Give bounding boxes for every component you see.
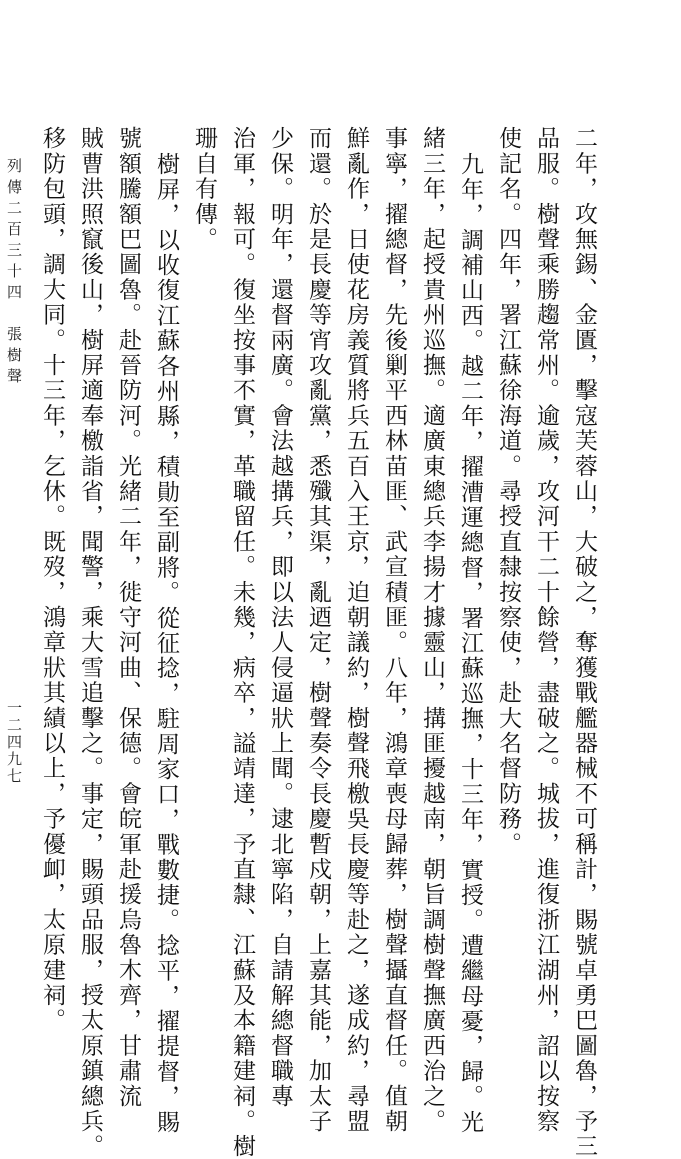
text-column-12: 樹屏，以收復江蘇各州縣，積勛至副將。從征捻，駐周家口，戰數捷。捻平，擢提督，賜 xyxy=(153,152,179,1135)
text-column-6: 事寧，擢總督，先後剿平西林苗匪、武宣積匪。八年，鴻章喪母歸葬，樹聲攝直督任。值朝 xyxy=(381,126,407,1134)
text-column-10: 治軍，報可。復坐按事不實，革職留任。未幾，病卒，謚靖達，予直隸、江蘇及本籍建祠。樹 xyxy=(229,126,255,1159)
text-column-1: 二年，攻無錫、金匱，擊寇芙蓉山，大破之，奪獲戰艦器械不可稱計，賜號卓勇巴圖魯，予三 xyxy=(571,126,597,1159)
text-column-8: 而還。於是長慶等宵攻亂黨，悉殲其渠，亂迺定，樹聲奏令長慶暫戍朝，上嘉其能，加太子 xyxy=(305,126,331,1134)
running-title: 列傳二百三十四 張樹聲 xyxy=(5,158,23,389)
text-column-2: 品服。樹聲乘勝趨常州。逾歲，攻河干二十餘營，盡破之。城拔，進復浙江湖州，詔以按察 xyxy=(533,126,559,1134)
text-column-7: 鮮亂作，日使花房義質將兵五百入王京，迫朝議約，樹聲飛檄吳長慶等赴之，遂成約，尋盟 xyxy=(343,126,369,1134)
text-column-13: 號額騰額巴圖魯。赴晉防河。光緒二年，徙守河曲、保德。會皖軍赴援烏魯木齊，甘肅流 xyxy=(115,126,141,1109)
text-column-9: 少保。明年，還督兩廣。會法越搆兵，即以法人侵逼狀上聞。逮北寧陷，自請解總督職專 xyxy=(267,126,293,1109)
text-column-5: 緒三年，起授貴州巡撫。適廣東總兵李揚才據靈山，搆匪擾越南，朝旨調樹聲撫廣西治之。 xyxy=(419,126,445,1134)
text-column-15: 移防包頭，調大同。十三年，乞休。既歿，鴻章狀其績以上，予優卹，太原建祠。 xyxy=(39,126,65,1034)
text-column-11: 珊自有傳。 xyxy=(191,126,217,252)
text-column-4: 九年，調補山西。越二年，擢漕運總督，署江蘇巡撫，十三年，實授。遭繼母憂，歸。光 xyxy=(457,152,483,1135)
page-number: 一二四九七 xyxy=(5,700,23,785)
text-column-3: 使記名。四年，署江蘇徐海道。尋授直隸按察使，赴大名督防務。 xyxy=(495,126,521,857)
text-column-14: 賊曹洪照竄後山，樹屏適奉檄詣省，聞警，乘大雪追擊之。事定，賜頭品服，授太原鎮總兵。 xyxy=(77,126,103,1159)
